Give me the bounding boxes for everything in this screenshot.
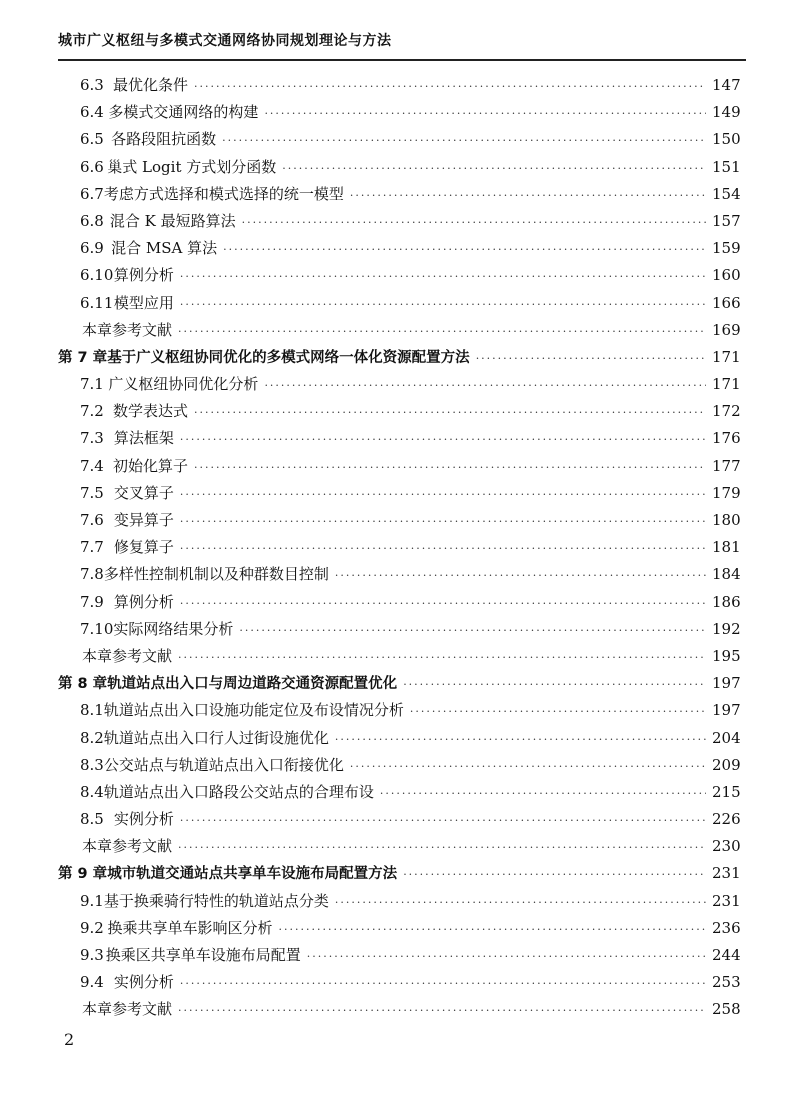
- toc-entry-title: 巢式 Logit 方式划分函数: [107, 157, 277, 176]
- toc-entry-title: 本章参考文献: [82, 320, 173, 339]
- toc-entry-number: 6.7: [80, 184, 104, 203]
- dot-leader: [242, 216, 706, 229]
- toc-section-entry[interactable]: [58, 237, 741, 264]
- toc-entry-number: 6.4: [80, 103, 104, 122]
- dot-leader: [307, 950, 706, 963]
- toc-section-entry[interactable]: [58, 427, 741, 454]
- toc-entry-page: 186: [712, 592, 741, 611]
- toc-entry-number: 9.2: [80, 918, 104, 937]
- toc-references-entry[interactable]: [58, 645, 741, 672]
- toc-entry-number: 8.4: [80, 782, 104, 801]
- toc-entry-page: 215: [712, 782, 741, 801]
- dot-leader: [476, 352, 706, 365]
- toc-entry-title: 换乘共享单车影响区分析: [107, 918, 273, 937]
- toc-section-entry[interactable]: [58, 101, 741, 128]
- toc-entry-number: 第 8 章: [58, 676, 108, 693]
- toc-entry-title: 换乘区共享单车设施布局配置: [105, 946, 301, 964]
- toc-entry-title: 算例分析: [113, 266, 174, 285]
- toc-entry-number: 6.6: [80, 157, 104, 176]
- toc-entry-title: 多样性控制机制以及种群数目控制: [103, 565, 329, 584]
- toc-entry-title: 实例分析: [113, 973, 174, 992]
- dot-leader: [180, 814, 706, 827]
- toc-entry-title: 本章参考文献: [82, 1000, 173, 1019]
- dot-leader: [403, 868, 706, 881]
- toc-section-entry[interactable]: [58, 74, 741, 101]
- toc-entry-title: 算法框架: [113, 429, 174, 448]
- toc-entry-page: 195: [712, 646, 741, 665]
- toc-section-entry[interactable]: [58, 536, 741, 563]
- toc-entry-page: 231: [712, 891, 741, 910]
- toc-section-entry[interactable]: [58, 944, 741, 971]
- toc-entry-page: 181: [712, 538, 741, 557]
- dot-leader: [194, 406, 706, 419]
- toc-entry-page: 171: [712, 347, 741, 366]
- dot-leader: [180, 542, 706, 555]
- dot-leader: [403, 678, 706, 691]
- toc-section-entry[interactable]: [58, 128, 741, 155]
- toc-section-entry[interactable]: [58, 183, 741, 210]
- toc-entry-title: 算例分析: [113, 592, 174, 611]
- toc-entry-number: 8.5: [80, 810, 104, 829]
- dot-leader: [194, 80, 706, 93]
- dot-leader: [178, 651, 706, 664]
- toc-entry-number: 6.5: [80, 130, 104, 149]
- toc-entry-number: 7.10: [80, 619, 114, 638]
- dot-leader: [410, 705, 706, 718]
- toc-entry-page: 149: [712, 103, 741, 122]
- toc-entry-title: 最优化条件: [112, 76, 188, 94]
- dot-leader: [350, 189, 706, 202]
- toc-entry-number: 6.8: [80, 211, 104, 230]
- dot-leader: [178, 841, 706, 854]
- toc-entry-title: 混合 K 最短路算法: [109, 211, 236, 230]
- toc-section-entry[interactable]: [58, 264, 741, 291]
- running-header: 城市广义枢纽与多模式交通网络协同规划理论与方法: [58, 33, 392, 49]
- toc-section-entry[interactable]: [58, 754, 741, 781]
- page-number: 2: [64, 1030, 75, 1049]
- toc-entry-page: 157: [712, 211, 741, 230]
- toc-entry-title: 变异算子: [113, 511, 174, 529]
- toc-chapter-entry[interactable]: [58, 346, 741, 373]
- toc-entry-title: 模型应用: [113, 293, 174, 312]
- dot-leader: [180, 597, 706, 610]
- dot-leader: [180, 433, 706, 446]
- toc-entry-title: 实例分析: [113, 810, 174, 829]
- toc-section-entry[interactable]: [58, 400, 741, 427]
- toc-entry-page: 192: [712, 619, 741, 638]
- toc-entry-page: 197: [712, 701, 741, 720]
- toc-entry-number: 9.3: [80, 946, 104, 964]
- toc-entry-title: 广义枢纽协同优化分析: [108, 375, 259, 394]
- toc-entry-title: 基于广义枢纽协同优化的多模式网络一体化资源配置方法: [107, 349, 470, 366]
- toc-entry-title: 轨道站点出入口路段公交站点的合理布设: [103, 782, 374, 801]
- toc-entry-page: 180: [712, 511, 741, 529]
- toc-section-entry[interactable]: [58, 482, 741, 509]
- toc-entry-page: 172: [712, 402, 741, 421]
- dot-leader: [180, 270, 706, 283]
- toc-entry-number: 7.6: [80, 511, 104, 529]
- toc-entry-page: 169: [712, 320, 741, 339]
- toc-section-entry[interactable]: [58, 210, 741, 237]
- dot-leader: [282, 162, 706, 175]
- toc-entry-title: 本章参考文献: [82, 837, 173, 856]
- toc-section-entry[interactable]: [58, 373, 741, 400]
- dot-leader: [264, 107, 706, 120]
- dot-leader: [335, 569, 706, 582]
- toc-entry-page: 176: [712, 429, 741, 448]
- toc-entry-title: 公交站点与轨道站点出入口衔接优化: [103, 755, 344, 774]
- dot-leader: [335, 733, 706, 746]
- toc-entry-number: 7.4: [80, 456, 104, 475]
- toc-entry-page: 253: [712, 973, 741, 992]
- dot-leader: [180, 488, 706, 501]
- toc-references-entry[interactable]: [58, 835, 741, 862]
- toc-chapter-entry[interactable]: [58, 672, 741, 699]
- toc-entry-page: 244: [712, 946, 741, 964]
- toc-section-entry[interactable]: [58, 808, 741, 835]
- toc-entry-title: 实际网络结果分析: [113, 619, 234, 638]
- table-of-contents: [58, 74, 741, 1026]
- toc-entry-number: 7.3: [80, 429, 104, 448]
- toc-entry-number: 8.2: [80, 728, 104, 747]
- dot-leader: [264, 379, 706, 392]
- toc-entry-number: 9.4: [80, 973, 104, 992]
- header-rule: [58, 59, 746, 61]
- toc-section-entry[interactable]: [58, 156, 741, 183]
- dot-leader: [180, 515, 706, 528]
- dot-leader: [380, 787, 706, 800]
- toc-entry-title: 基于换乘骑行特性的轨道站点分类: [103, 891, 329, 910]
- toc-entry-page: 230: [712, 837, 741, 856]
- toc-entry-page: 177: [712, 456, 741, 475]
- toc-entry-number: 6.11: [80, 293, 114, 312]
- toc-entry-page: 154: [712, 184, 741, 203]
- toc-entry-number: 8.3: [80, 755, 104, 774]
- toc-entry-title: 轨道站点出入口行人过街设施优化: [103, 728, 329, 747]
- toc-entry-title: 轨道站点出入口与周边道路交通资源配置优化: [107, 676, 398, 693]
- toc-section-entry[interactable]: [58, 890, 741, 917]
- toc-entry-title: 各路段阻抗函数: [111, 130, 217, 149]
- toc-entry-page: 184: [712, 565, 741, 584]
- toc-entry-page: 150: [712, 130, 741, 149]
- toc-entry-title: 轨道站点出入口设施功能定位及布设情况分析: [103, 701, 404, 720]
- toc-entry-title: 城市轨道交通站点共享单车设施布局配置方法: [107, 866, 398, 883]
- toc-entry-page: 236: [712, 918, 741, 937]
- toc-entry-page: 151: [712, 157, 741, 176]
- toc-entry-page: 159: [712, 239, 741, 258]
- toc-references-entry[interactable]: [58, 998, 741, 1025]
- dot-leader: [223, 243, 706, 256]
- toc-entry-number: 7.7: [80, 538, 104, 557]
- toc-section-entry[interactable]: [58, 699, 741, 726]
- toc-entry-title: 交叉算子: [113, 483, 174, 502]
- toc-entry-number: 9.1: [80, 891, 104, 910]
- toc-entry-number: 7.9: [80, 592, 104, 611]
- toc-section-entry[interactable]: [58, 781, 741, 808]
- toc-entry-title: 本章参考文献: [82, 646, 173, 665]
- toc-section-entry[interactable]: [58, 618, 741, 645]
- toc-entry-title: 初始化算子: [112, 456, 188, 475]
- dot-leader: [178, 1004, 706, 1017]
- toc-entry-page: 147: [712, 76, 741, 94]
- toc-entry-number: 8.1: [80, 701, 104, 720]
- toc-references-entry[interactable]: [58, 319, 741, 346]
- toc-entry-title: 多模式交通网络的构建: [108, 103, 259, 122]
- toc-entry-title: 考虑方式选择和模式选择的统一模型: [103, 184, 344, 203]
- dot-leader: [180, 298, 706, 311]
- toc-entry-page: 197: [712, 674, 741, 693]
- toc-entry-number: 7.1: [80, 375, 104, 394]
- toc-entry-page: 179: [712, 483, 741, 502]
- dot-leader: [335, 896, 706, 909]
- dot-leader: [194, 461, 706, 474]
- toc-entry-number: 7.2: [80, 402, 104, 421]
- dot-leader: [180, 977, 706, 990]
- toc-entry-number: 7.8: [80, 565, 104, 584]
- dot-leader: [279, 923, 706, 936]
- dot-leader: [350, 760, 706, 773]
- toc-entry-page: 171: [712, 375, 741, 394]
- toc-entry-title: 数学表达式: [112, 402, 188, 421]
- toc-section-entry[interactable]: [58, 591, 741, 618]
- toc-entry-page: 258: [712, 1000, 741, 1019]
- toc-entry-number: 7.5: [80, 483, 104, 502]
- toc-section-entry[interactable]: [58, 971, 741, 998]
- dot-leader: [239, 624, 706, 637]
- toc-entry-page: 160: [712, 266, 741, 285]
- toc-section-entry[interactable]: [58, 917, 741, 944]
- toc-section-entry[interactable]: [58, 455, 741, 482]
- toc-section-entry[interactable]: [58, 509, 741, 536]
- toc-entry-number: 6.10: [80, 266, 114, 285]
- toc-entry-page: 204: [712, 728, 741, 747]
- toc-entry-page: 166: [712, 293, 741, 312]
- toc-section-entry[interactable]: [58, 727, 741, 754]
- toc-entry-page: 231: [712, 864, 741, 883]
- toc-entry-title: 修复算子: [113, 538, 174, 557]
- toc-section-entry[interactable]: [58, 563, 741, 590]
- toc-entry-number: 6.3: [80, 76, 104, 94]
- toc-entry-number: 第 7 章: [58, 349, 108, 366]
- toc-entry-number: 第 9 章: [58, 866, 108, 883]
- toc-entry-page: 209: [712, 755, 741, 774]
- toc-entry-number: 6.9: [80, 239, 104, 258]
- dot-leader: [222, 134, 706, 147]
- toc-entry-page: 226: [712, 810, 741, 829]
- toc-chapter-entry[interactable]: [58, 862, 741, 889]
- dot-leader: [178, 325, 706, 338]
- toc-section-entry[interactable]: [58, 292, 741, 319]
- toc-entry-title: 混合 MSA 算法: [111, 239, 218, 258]
